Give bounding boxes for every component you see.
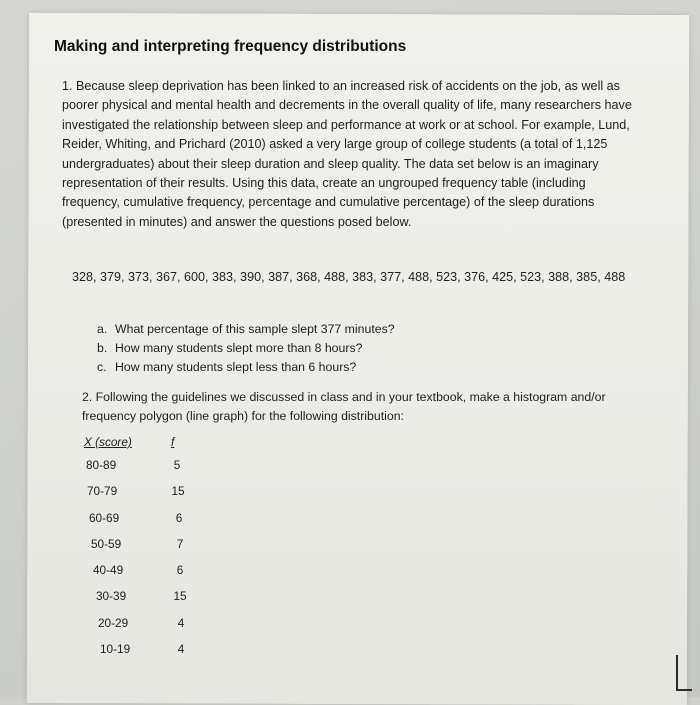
- frequency-value: 6: [175, 510, 183, 525]
- table-row: [82, 453, 202, 479]
- score-range: 70-79: [87, 484, 118, 499]
- subquestion-b: [97, 339, 395, 358]
- table-row: [82, 479, 202, 505]
- header-score: X (score): [84, 435, 132, 449]
- score-range: 30-39: [96, 589, 127, 604]
- score-range: 50-59: [91, 536, 122, 551]
- table-row: [82, 558, 202, 584]
- pencil-mark: [676, 689, 692, 691]
- subquestion-letter: b.: [97, 340, 108, 355]
- subquestion-list: [97, 320, 395, 376]
- table-header: [82, 435, 202, 453]
- page-title: Making and interpreting frequency distributions: [54, 38, 407, 55]
- subquestion-text: How many students slept less than 6 hours?: [115, 359, 357, 374]
- table-row: [82, 611, 202, 637]
- table-row: [82, 532, 202, 558]
- score-range: 20-29: [98, 615, 129, 630]
- table-row: [82, 637, 202, 663]
- frequency-value: 4: [177, 615, 185, 630]
- frequency-value: 5: [173, 458, 181, 472]
- subquestion-c: [97, 358, 395, 377]
- header-frequency: f: [171, 435, 175, 449]
- frequency-table: [82, 435, 202, 663]
- score-range: 60-69: [89, 510, 120, 525]
- subquestion-letter: a.: [97, 322, 108, 336]
- question-2-text: 2. Following the guidelines we discussed in class and in your textbook, make a histogram and/or frequency polygon (line graph) for the following distribution:: [82, 390, 606, 423]
- table-row: [82, 506, 202, 532]
- frequency-value: 6: [176, 563, 184, 578]
- score-range: 80-89: [86, 458, 117, 472]
- score-range: 10-19: [100, 642, 131, 657]
- subquestion-text: What percentage of this sample slept 377 minutes?: [115, 322, 395, 336]
- frequency-value: 15: [171, 484, 185, 499]
- table-row: [82, 584, 202, 610]
- subquestion-a: [97, 320, 395, 339]
- frequency-value: 7: [176, 536, 184, 551]
- pencil-mark: [676, 655, 678, 691]
- frequency-value: 4: [177, 642, 185, 657]
- subquestion-letter: c.: [97, 359, 107, 374]
- question-1-text: 1. Because sleep deprivation has been linked to an increased risk of accidents on the job, as well as poorer physical and mental health and decrements in the overall quality of life, many researchers have investigated the relationship between sleep and performance at work or at school. For example, Lund, Reider, Whiting, and Prichard (2010) asked a very large group of college students (a total of 1,125 undergraduates) about their sleep duration and sleep quality. The data set below is an imaginary representation of their results. Using this data, create an ungrouped frequency table (including frequency, cumulative frequency, percentage and cumulative percentage) of the sleep durations (presented in minutes) and answer the questions posed below.: [62, 79, 632, 229]
- score-range: 40-49: [93, 563, 124, 578]
- sleep-data-set: 328, 379, 373, 367, 600, 383, 390, 387, 368, 488, 383, 377, 488, 523, 376, 425, 523, 388, 385, 488: [72, 270, 626, 284]
- subquestion-text: How many students slept more than 8 hours?: [115, 340, 363, 355]
- frequency-value: 15: [173, 589, 187, 604]
